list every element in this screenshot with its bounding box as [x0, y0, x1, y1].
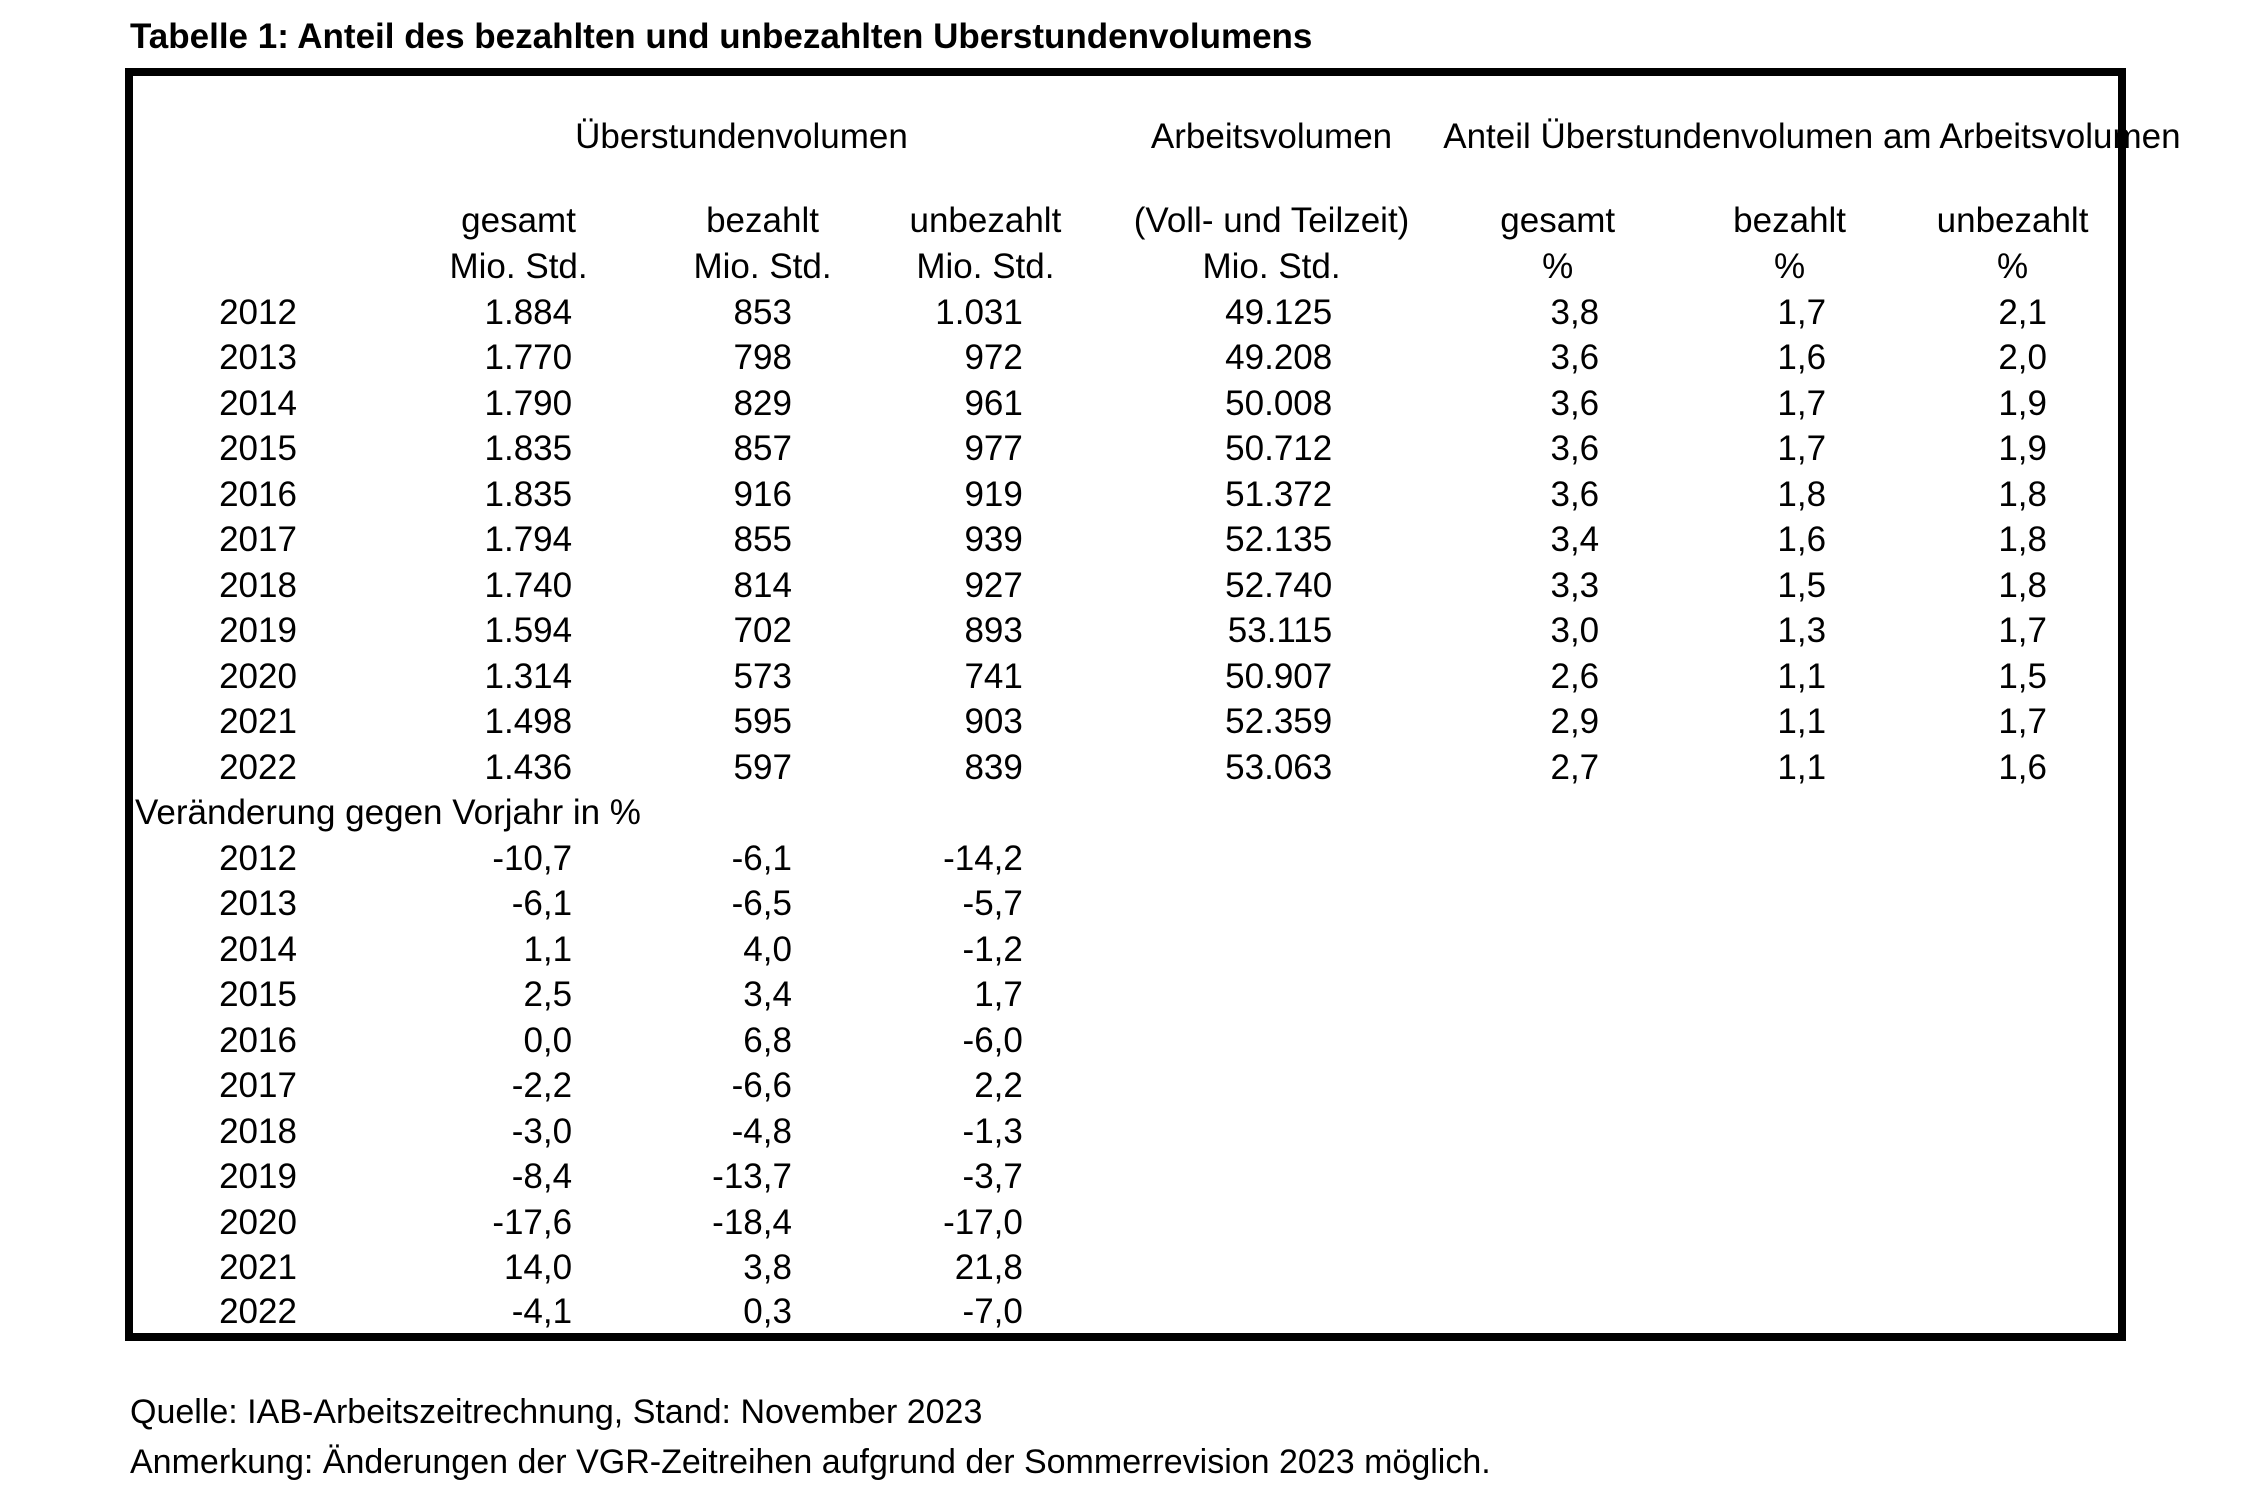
value-cell: 1.794	[484, 520, 573, 560]
value-cell: 3,8	[743, 1248, 792, 1288]
value-cell: 1,1	[1777, 702, 1827, 742]
value-cell: 2,0	[1998, 338, 2047, 378]
value-cell	[1100, 1200, 1443, 1246]
value-cell: -5,7	[962, 884, 1023, 924]
table-row	[129, 745, 2122, 791]
value-cell: 1.770	[484, 338, 573, 378]
value-cell: 53.115	[1227, 611, 1333, 651]
table-row	[129, 336, 2122, 382]
value-cell: 2,7	[1550, 747, 1600, 787]
unit-mio-std: Mio. Std.	[693, 247, 832, 286]
group-header-empty	[129, 72, 383, 198]
value-cell: 1,8	[1777, 474, 1827, 514]
table-row	[129, 1291, 2122, 1337]
value-cell: 1,7	[1998, 702, 2047, 742]
value-cell	[1672, 927, 1907, 973]
value-cell: 1.740	[484, 565, 573, 605]
value-cell: 1,7	[1777, 383, 1827, 423]
value-cell: 927	[964, 565, 1023, 605]
value-cell: -7,0	[962, 1291, 1023, 1331]
year-cell: 2014	[219, 383, 297, 423]
value-cell: 0,0	[523, 1020, 573, 1060]
value-cell: -3,0	[511, 1111, 573, 1151]
value-cell: -10,7	[492, 838, 573, 878]
year-cell: 2019	[219, 611, 297, 651]
value-cell	[1907, 1155, 2122, 1201]
table-row	[129, 836, 2122, 882]
value-cell	[1100, 1018, 1443, 1064]
value-cell: 798	[733, 338, 792, 378]
value-cell: 3,3	[1550, 565, 1600, 605]
value-cell: 2,5	[523, 975, 573, 1015]
value-cell: 1,8	[1998, 520, 2047, 560]
table-row	[129, 427, 2122, 473]
value-cell: 1,3	[1777, 611, 1827, 651]
value-cell: 1,9	[1998, 429, 2047, 469]
group-header-ueberstundenvolumen: Überstundenvolumen	[575, 117, 908, 156]
value-cell: 702	[733, 611, 792, 651]
value-cell: 3,6	[1550, 474, 1600, 514]
value-cell: 919	[964, 474, 1023, 514]
group-header-anteil: Anteil Überstundenvolumen am Arbeitsvolumen	[1443, 116, 2181, 156]
table-row	[129, 518, 2122, 564]
table-row	[129, 1155, 2122, 1201]
value-cell: 1.498	[484, 702, 573, 742]
table-row	[129, 290, 2122, 336]
value-cell	[1443, 1155, 1672, 1201]
value-cell: 1,8	[1998, 474, 2047, 514]
value-cell	[1443, 1018, 1672, 1064]
table-row	[129, 973, 2122, 1019]
year-cell: 2018	[219, 565, 297, 605]
table-row	[129, 1200, 2122, 1246]
section-row	[129, 791, 2122, 837]
value-cell	[1443, 882, 1672, 928]
year-cell: 2021	[219, 702, 297, 742]
year-cell: 2017	[219, 520, 297, 560]
value-cell	[1672, 1018, 1907, 1064]
value-cell: 1.031	[935, 292, 1023, 332]
value-cell	[1443, 1064, 1672, 1110]
value-cell: 1,1	[523, 929, 573, 969]
value-cell: 829	[733, 383, 792, 423]
unit-percent: %	[1542, 247, 1574, 286]
value-cell	[1672, 1200, 1907, 1246]
value-cell: 1,5	[1998, 656, 2047, 696]
value-cell	[1907, 973, 2122, 1019]
value-cell: 961	[964, 383, 1023, 423]
value-cell: 1,6	[1998, 747, 2047, 787]
value-cell	[1672, 973, 1907, 1019]
value-cell: 49.125	[1225, 292, 1333, 332]
table-row	[129, 1109, 2122, 1155]
value-cell	[1907, 836, 2122, 882]
value-cell	[1907, 1064, 2122, 1110]
year-cell: 2015	[219, 429, 297, 469]
value-cell: 1,8	[1998, 565, 2047, 605]
group-header-row	[129, 72, 2122, 198]
year-cell: 2021	[219, 1248, 297, 1288]
value-cell: 1.884	[484, 292, 573, 332]
value-cell	[1672, 1291, 1907, 1337]
year-cell: 2014	[219, 929, 297, 969]
value-cell: 573	[733, 656, 792, 696]
value-cell: 595	[733, 702, 792, 742]
value-cell	[1100, 1109, 1443, 1155]
value-cell: -4,1	[511, 1291, 573, 1331]
value-cell: 53.063	[1225, 747, 1333, 787]
note-line: Anmerkung: Änderungen der VGR-Zeitreihen aufgrund der Sommerrevision 2023 möglich.	[130, 1443, 1491, 1481]
value-cell	[1443, 1291, 1672, 1337]
value-cell: 52.135	[1225, 520, 1333, 560]
value-cell: 597	[733, 747, 792, 787]
value-cell: 49.208	[1225, 338, 1333, 378]
value-cell: -6,0	[962, 1020, 1023, 1060]
change-rows	[129, 836, 2122, 1337]
year-cell: 2013	[219, 884, 297, 924]
value-cell: 1,5	[1777, 565, 1827, 605]
value-cell: 972	[964, 338, 1023, 378]
value-cell: 1,7	[1998, 611, 2047, 651]
col-header-anteil-unbezahlt: unbezahlt	[1936, 201, 2089, 240]
value-cell: 893	[964, 611, 1023, 651]
value-cell: 1,7	[1777, 292, 1827, 332]
value-cell: 1.594	[484, 611, 573, 651]
value-cell: -2,2	[511, 1066, 573, 1106]
table-row	[129, 654, 2122, 700]
footer	[130, 1387, 1491, 1487]
value-cell: 3,4	[1550, 520, 1600, 560]
value-cell: 50.907	[1225, 656, 1333, 696]
col-header-anteil-bezahlt: bezahlt	[1733, 201, 1847, 240]
year-cell: 2017	[219, 1066, 297, 1106]
value-cell: 1,7	[1777, 429, 1827, 469]
value-cell	[1100, 927, 1443, 973]
value-cell: 52.740	[1225, 565, 1333, 605]
value-cell: 1,1	[1777, 656, 1827, 696]
value-cell: -6,1	[511, 884, 573, 924]
value-cell: 3,8	[1550, 292, 1600, 332]
value-cell: 6,8	[743, 1020, 792, 1060]
unit-percent: %	[1774, 247, 1806, 286]
value-cell: 50.008	[1225, 383, 1333, 423]
year-cell: 2015	[219, 975, 297, 1015]
value-cell	[1443, 1200, 1672, 1246]
value-cell: 1,1	[1777, 747, 1827, 787]
sub-header-empty	[129, 198, 383, 244]
value-cell: -18,4	[712, 1202, 792, 1242]
year-cell: 2022	[219, 1291, 297, 1331]
sub-header-row	[129, 198, 2122, 244]
value-cell: 741	[964, 656, 1023, 696]
value-cell: 1.835	[484, 429, 573, 469]
year-cell: 2020	[219, 1202, 297, 1242]
value-cell: -6,5	[731, 884, 792, 924]
col-header-voll-und-teilzeit: (Voll- und Teilzeit)	[1133, 201, 1410, 240]
value-cell: 857	[733, 429, 792, 469]
value-cell: 1.835	[484, 474, 573, 514]
year-cell: 2012	[219, 838, 297, 878]
unit-mio-std: Mio. Std.	[449, 247, 588, 286]
unit-empty	[129, 244, 383, 290]
table-row	[129, 609, 2122, 655]
year-cell: 2016	[219, 474, 297, 514]
value-cell	[1907, 882, 2122, 928]
value-cell	[1672, 1246, 1907, 1292]
value-cell: 14,0	[503, 1248, 573, 1288]
value-cell: 814	[733, 565, 792, 605]
table-row	[129, 1064, 2122, 1110]
value-cell: 1.314	[484, 656, 573, 696]
value-cell: -4,8	[731, 1111, 792, 1151]
value-cell: 1,6	[1777, 520, 1827, 560]
table-row	[129, 563, 2122, 609]
value-cell: 2,2	[974, 1066, 1023, 1106]
value-cell	[1672, 1109, 1907, 1155]
table-row	[129, 882, 2122, 928]
value-cell	[1672, 1155, 1907, 1201]
value-cell	[1907, 1291, 2122, 1337]
col-header-anteil-gesamt: gesamt	[1500, 201, 1616, 240]
value-cell: 1.436	[484, 747, 573, 787]
source-line: Quelle: IAB-Arbeitszeitrechnung, Stand: November 2023	[130, 1393, 983, 1431]
value-cell: 3,6	[1550, 429, 1600, 469]
value-cell	[1907, 1018, 2122, 1064]
value-cell: 839	[964, 747, 1023, 787]
value-cell	[1907, 1200, 2122, 1246]
value-cell: -1,2	[962, 929, 1023, 969]
value-cell	[1907, 927, 2122, 973]
value-cell	[1443, 1246, 1672, 1292]
value-cell: -6,1	[731, 838, 792, 878]
year-cell: 2012	[219, 292, 297, 332]
value-cell: 3,6	[1550, 338, 1600, 378]
table-row	[129, 472, 2122, 518]
value-cell: 3,4	[743, 975, 792, 1015]
table-title: Tabelle 1: Anteil des bezahlten und unbezahlten Uberstundenvolumens	[130, 17, 1313, 56]
value-cell: -14,2	[943, 838, 1023, 878]
unit-percent: %	[1996, 247, 2029, 286]
year-cell: 2016	[219, 1020, 297, 1060]
main-rows	[129, 290, 2122, 791]
value-cell	[1672, 836, 1907, 882]
value-cell	[1672, 882, 1907, 928]
year-cell: 2019	[219, 1157, 297, 1197]
year-cell: 2020	[219, 656, 297, 696]
value-cell: 853	[733, 292, 792, 332]
value-cell	[1443, 836, 1672, 882]
overtime-table	[125, 68, 2181, 1341]
group-header-arbeitsvolumen: Arbeitsvolumen	[1150, 117, 1393, 156]
year-cell: 2013	[219, 338, 297, 378]
value-cell: 2,6	[1550, 656, 1600, 696]
year-cell: 2018	[219, 1111, 297, 1151]
value-cell	[1100, 973, 1443, 1019]
value-cell	[1100, 882, 1443, 928]
value-cell: 21,8	[954, 1248, 1023, 1288]
value-cell	[1100, 1064, 1443, 1110]
value-cell	[1100, 836, 1443, 882]
value-cell: 2,1	[1998, 292, 2047, 332]
unit-mio-std: Mio. Std.	[1202, 247, 1341, 286]
value-cell: 903	[964, 702, 1023, 742]
table-row	[129, 927, 2122, 973]
col-header-gesamt: gesamt	[461, 201, 576, 240]
value-cell	[1443, 1109, 1672, 1155]
value-cell: 855	[733, 520, 792, 560]
year-cell: 2022	[219, 747, 297, 787]
section-row-group	[129, 791, 2122, 837]
value-cell	[1443, 927, 1672, 973]
value-cell: 3,0	[1550, 611, 1600, 651]
value-cell: 1,6	[1777, 338, 1827, 378]
value-cell: 2,9	[1550, 702, 1600, 742]
table-row	[129, 700, 2122, 746]
value-cell: 3,6	[1550, 383, 1600, 423]
value-cell: -6,6	[731, 1066, 792, 1106]
value-cell: 916	[733, 474, 792, 514]
value-cell: 4,0	[743, 929, 792, 969]
value-cell: 0,3	[743, 1291, 792, 1331]
value-cell: 1.790	[484, 383, 573, 423]
value-cell: -17,6	[492, 1202, 573, 1242]
value-cell	[1100, 1155, 1443, 1201]
value-cell: -3,7	[962, 1157, 1023, 1197]
value-cell: 977	[964, 429, 1023, 469]
value-cell	[1907, 1109, 2122, 1155]
value-cell	[1672, 1064, 1907, 1110]
value-cell: -17,0	[943, 1202, 1023, 1242]
col-header-bezahlt: bezahlt	[706, 201, 819, 240]
table-row	[129, 381, 2122, 427]
unit-mio-std: Mio. Std.	[916, 247, 1055, 286]
value-cell: 50.712	[1225, 429, 1333, 469]
value-cell: -13,7	[712, 1157, 792, 1197]
value-cell: 1,7	[974, 975, 1023, 1015]
value-cell: 1,9	[1998, 383, 2047, 423]
value-cell: -1,3	[962, 1111, 1023, 1151]
table-row	[129, 1246, 2122, 1292]
value-cell	[1907, 1246, 2122, 1292]
value-cell: 51.372	[1225, 474, 1333, 514]
value-cell	[1100, 1291, 1443, 1337]
value-cell	[1100, 1246, 1443, 1292]
unit-row	[129, 244, 2122, 290]
value-cell	[1443, 973, 1672, 1019]
table-row	[129, 1018, 2122, 1064]
value-cell: 52.359	[1225, 702, 1333, 742]
col-header-unbezahlt: unbezahlt	[909, 201, 1062, 240]
section-label: Veränderung gegen Vorjahr in %	[135, 793, 641, 833]
value-cell: 939	[964, 520, 1023, 560]
value-cell: -8,4	[511, 1157, 573, 1197]
